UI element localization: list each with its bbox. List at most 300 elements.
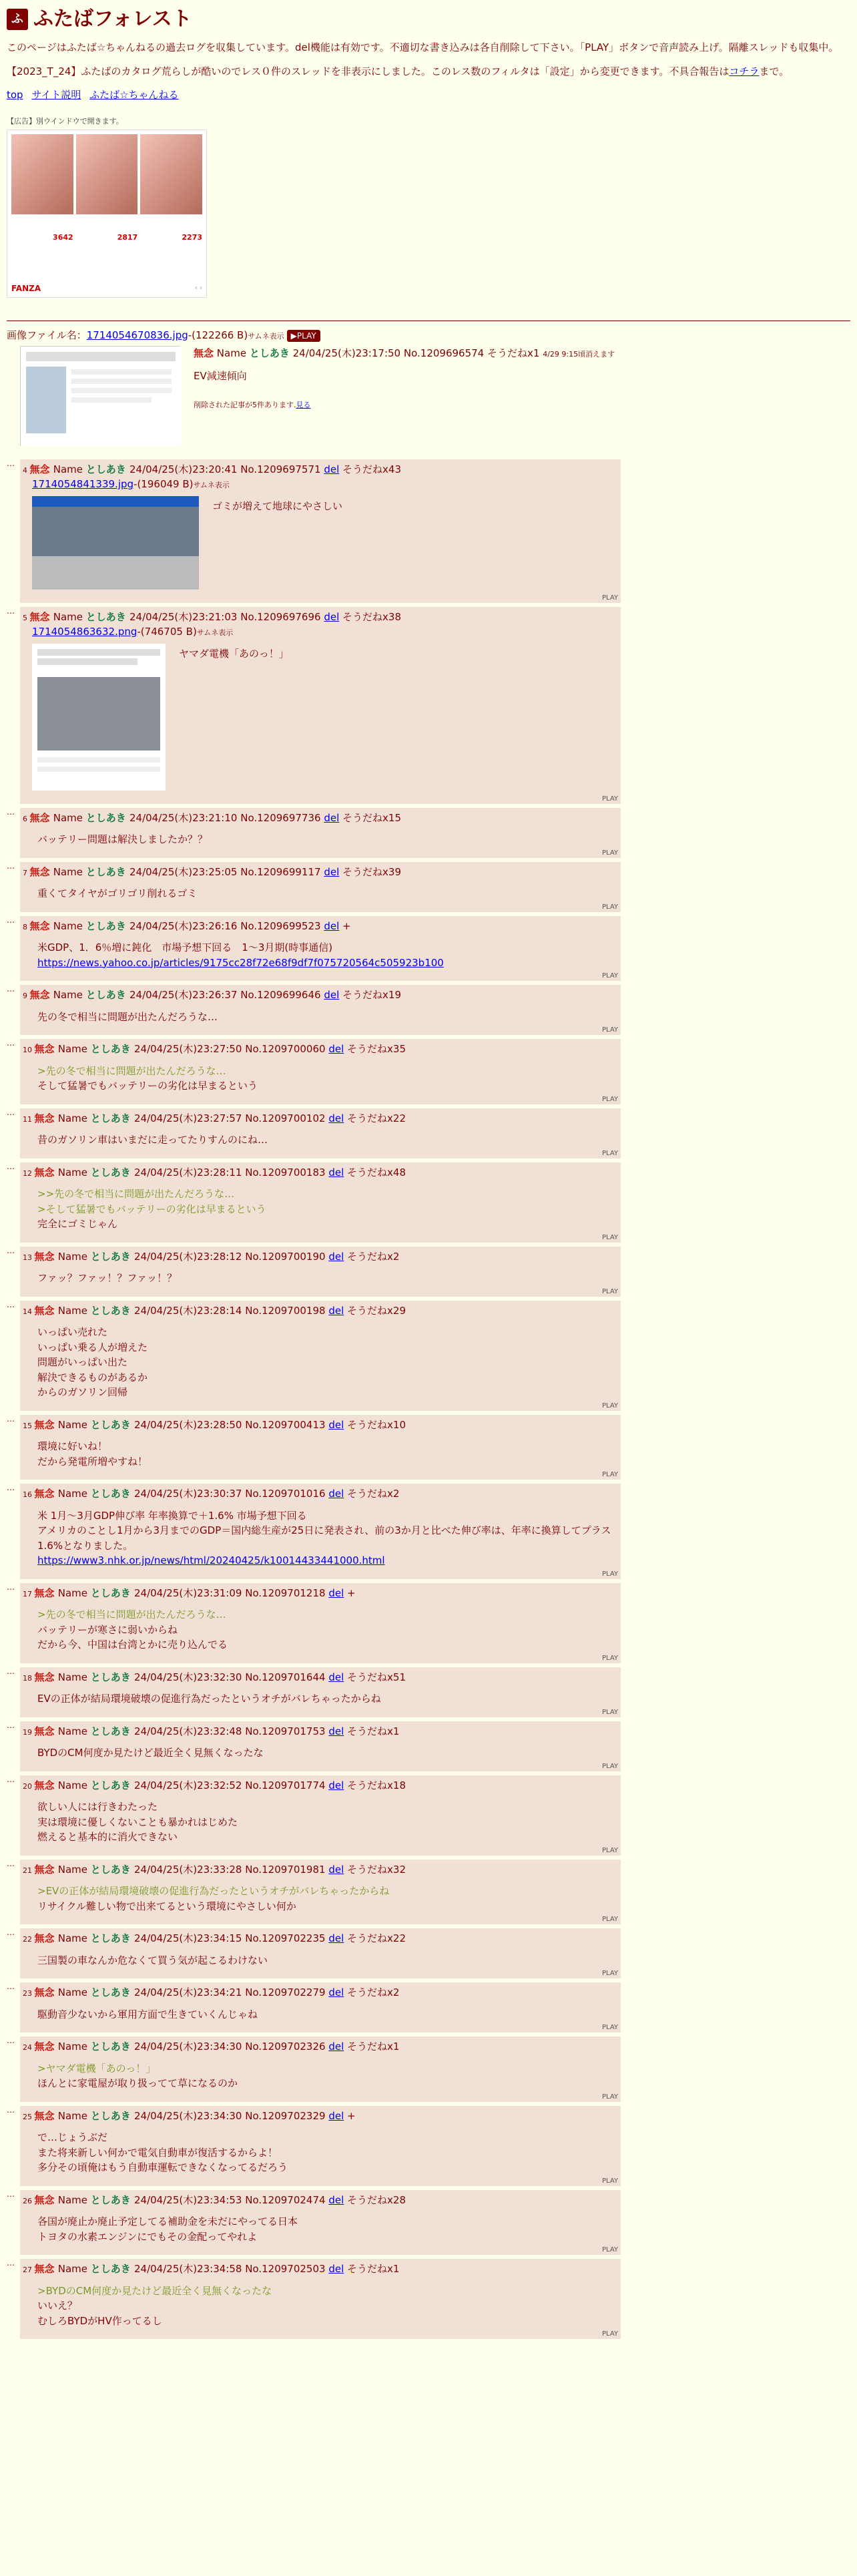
sodane-button[interactable]: そうだねx1	[344, 2041, 400, 2053]
reply-quote: >先の冬で相当に問題が出たんだろうな…	[37, 1064, 226, 1077]
reply-number[interactable]: No.1209699117	[240, 865, 324, 878]
reply	[7, 459, 850, 603]
sodane-button[interactable]: そうだねx39	[339, 865, 401, 878]
sodane-button[interactable]: +	[344, 2109, 356, 2122]
reply-play-button[interactable]: PLAY	[601, 1233, 618, 1241]
reply-header	[23, 1778, 615, 1793]
reply-body	[37, 1799, 615, 1845]
reply-date: 24/04/25(木)23:34:15	[134, 1932, 246, 1944]
op-number[interactable]: No.1209696574	[403, 347, 485, 359]
reply-name: としあき	[85, 919, 129, 932]
reply	[7, 1775, 850, 1856]
reply-url-link[interactable]: https://www3.nhk.or.jp/news/html/20240425/k10014433441000.html	[37, 1554, 385, 1566]
report-link[interactable]: コチラ	[729, 65, 760, 77]
reply-index: 7	[23, 868, 30, 877]
reply-play-button[interactable]: PLAY	[601, 1095, 618, 1103]
reply-file-size: -(196049 B)	[133, 478, 194, 490]
reply-dots: …	[7, 1666, 15, 1676]
reply-play-button[interactable]: PLAY	[601, 1570, 618, 1578]
reply	[7, 1301, 850, 1411]
reply	[7, 1247, 850, 1297]
nav-futaba-link[interactable]: ふたば☆ちゃんねる	[89, 89, 179, 101]
reply-box	[20, 1583, 621, 1663]
reply-dots: …	[7, 2036, 15, 2045]
ad-banner[interactable]	[7, 130, 207, 298]
reply-name: としあき	[90, 1725, 134, 1737]
reply-index: 24	[23, 2043, 35, 2052]
sodane-button[interactable]: そうだねx2	[344, 1986, 400, 1998]
reply-subject: 無念	[29, 865, 53, 878]
reply-box	[20, 1247, 621, 1297]
del-link[interactable]: del	[328, 1250, 344, 1263]
reply-line: 欲しい人には行きわたった	[37, 1801, 158, 1813]
reply-line: 先の冬で相当に問題が出たんだろうな…	[37, 1010, 218, 1023]
reply-header	[23, 1931, 615, 1946]
reply-quote: >EVの正体が結局環境破壊の促進行為だったというオチがバレちゃったからね	[37, 1885, 390, 1897]
reply-dots: …	[7, 984, 15, 994]
reply	[7, 1928, 850, 1978]
reply-subject: 無念	[34, 1166, 58, 1178]
reply-body	[37, 1745, 615, 1761]
reply-name-label: Name	[57, 1043, 91, 1055]
sodane-button[interactable]: そうだねx18	[344, 1779, 406, 1791]
sodane-button[interactable]: +	[344, 1586, 356, 1599]
del-link[interactable]: del	[328, 2193, 344, 2206]
reply-line: 解決できるものがあるか	[37, 1371, 148, 1383]
reply-play-button[interactable]: PLAY	[601, 1287, 618, 1295]
ad-item[interactable]	[76, 134, 138, 244]
reply-index: 20	[23, 1781, 35, 1791]
reply-line: むしろBYDがHV作ってるし	[37, 2314, 162, 2327]
reply-date: 24/04/25(木)23:28:50	[134, 1418, 246, 1431]
reply-number[interactable]: No.1209702326	[245, 2041, 329, 2053]
reply-subject: 無念	[34, 1250, 58, 1263]
reply-name-label: Name	[57, 1779, 91, 1791]
del-link[interactable]: del	[328, 2263, 344, 2275]
reply-number[interactable]: No.1209702235	[245, 1932, 329, 1944]
reply-number[interactable]: No.1209701753	[245, 1725, 329, 1737]
reply-play-button[interactable]: PLAY	[601, 1026, 618, 1034]
reply-line: バッテリーが寒さに弱いからね	[37, 1623, 178, 1636]
reply-line: ファッ？ファッ！？ファッ！？	[37, 1272, 178, 1284]
reply-dots: …	[7, 1245, 15, 1255]
del-link[interactable]: del	[324, 919, 340, 932]
reply-name-label: Name	[57, 2193, 91, 2206]
reply-index: 25	[23, 2112, 35, 2121]
reply-number[interactable]: No.1209697696	[240, 610, 324, 623]
reply-date: 24/04/25(木)23:25:05	[129, 865, 241, 878]
reply-dots: …	[7, 861, 15, 871]
reply	[7, 2036, 850, 2102]
ad-image[interactable]	[76, 134, 138, 214]
reply-line: 完全にゴミじゃん	[37, 1218, 118, 1230]
sodane-button[interactable]: そうだねx19	[339, 989, 401, 1001]
reply-dots: …	[7, 1299, 15, 1309]
reply-number[interactable]: No.1209700413	[245, 1418, 329, 1431]
op-post	[7, 328, 850, 451]
sodane-button[interactable]: そうだねx32	[344, 1863, 406, 1876]
reply-box	[20, 1484, 621, 1579]
reply-play-button[interactable]: PLAY	[601, 972, 618, 980]
reply	[7, 1860, 850, 1925]
del-link[interactable]: del	[328, 2041, 344, 2053]
reply-dots: …	[7, 1161, 15, 1171]
reply-name: としあき	[90, 1166, 134, 1178]
show-deleted-link[interactable]: 見る	[296, 400, 311, 409]
reply-name: としあき	[85, 610, 129, 623]
ad-caption[interactable]	[11, 216, 73, 232]
reply-index: 11	[23, 1114, 35, 1124]
reply-date: 24/04/25(木)23:21:03	[129, 610, 241, 623]
del-link[interactable]: del	[328, 1112, 344, 1124]
reply-index: 19	[23, 1727, 35, 1737]
sodane-button[interactable]: そうだねx2	[344, 1488, 400, 1500]
reply-play-button[interactable]: PLAY	[601, 795, 618, 803]
reply-box	[20, 1721, 621, 1771]
reply-play-button[interactable]: PLAY	[601, 1916, 618, 1923]
reply-box	[20, 1667, 621, 1717]
reply-index: 8	[23, 922, 30, 931]
reply-box	[20, 2259, 621, 2339]
reply-number[interactable]: No.1209697571	[240, 463, 324, 475]
reply-play-button[interactable]: PLAY	[601, 1846, 618, 1854]
reply-name: としあき	[90, 1863, 134, 1876]
reply-index: 5	[23, 613, 30, 622]
reply-play-button[interactable]: PLAY	[601, 1708, 618, 1716]
reply-number[interactable]: No.1209702503	[245, 2263, 329, 2275]
reply-number[interactable]: No.1209702329	[245, 2109, 329, 2122]
reply-date: 24/04/25(木)23:32:52	[134, 1779, 246, 1791]
reply-line: 駆動音少ないから軍用方面で生きていくんじゃね	[37, 2008, 258, 2020]
sodane-button[interactable]: そうだねx2	[344, 1250, 400, 1263]
reply	[7, 1415, 850, 1480]
reply-body	[37, 2130, 615, 2175]
reply-index: 27	[23, 2266, 35, 2274]
reply-thumbnail[interactable]	[32, 496, 199, 590]
reply-line: EVの正体が結局環境破壊の促進行為だったというオチがバレちゃったからね	[37, 1693, 381, 1705]
reply-name-label: Name	[57, 1304, 91, 1317]
reply-play-button[interactable]: PLAY	[601, 2093, 618, 2101]
reply-file-size: -(746705 B)	[137, 626, 197, 638]
del-link[interactable]: del	[328, 1418, 344, 1431]
reply-index: 6	[23, 814, 30, 823]
reply-number[interactable]: No.1209697736	[240, 811, 324, 824]
op-play-button[interactable]: ▶PLAY	[287, 330, 320, 342]
reply-line: 燃えると基本的に消火できない	[37, 1831, 178, 1843]
reply-file-link[interactable]: 1714054863632.png	[32, 626, 137, 638]
reply-dots: …	[7, 1038, 15, 1048]
site-header	[7, 4, 850, 34]
reply-dots: …	[7, 1107, 15, 1117]
del-link[interactable]: del	[324, 463, 340, 475]
reply-header	[23, 1249, 615, 1265]
reply-index: 4	[23, 465, 30, 475]
sodane-button[interactable]: そうだねx10	[344, 1418, 406, 1431]
op-name: としあき	[249, 347, 290, 359]
reply-play-button[interactable]: PLAY	[601, 1654, 618, 1662]
op-sodane-button[interactable]: そうだねx1	[487, 347, 540, 359]
reply-body	[37, 1691, 615, 1707]
reply-line: で…じょうぶだ	[37, 2131, 108, 2143]
reply-dots: …	[7, 1414, 15, 1424]
reply-subject: 無念	[34, 1863, 58, 1876]
reply-body	[212, 499, 342, 514]
reply-body	[37, 1325, 615, 1400]
reply-box	[20, 459, 621, 603]
reply-line: ほんとに家電屋が取り扱ってて草になるのか	[37, 2077, 238, 2089]
sodane-button[interactable]: そうだねx43	[339, 463, 401, 475]
reply-url-link[interactable]: https://news.yahoo.co.jp/articles/9175cc28f72e68f9df7f075720564c505923b100	[37, 956, 444, 969]
reply-header	[23, 2109, 615, 2124]
reply-number[interactable]: No.1209702279	[245, 1986, 329, 1998]
reply-list	[7, 459, 850, 2340]
reply-index: 10	[23, 1046, 35, 1054]
reply-name-label: Name	[57, 1586, 91, 1599]
op-file-size: -(122266 B)	[188, 329, 248, 341]
del-link[interactable]: del	[328, 1043, 344, 1055]
del-link[interactable]: del	[324, 610, 340, 623]
intro	[7, 39, 850, 79]
reply-name-label: Name	[53, 610, 86, 623]
op-play-label: PLAY	[296, 331, 316, 341]
reply-index: 9	[23, 992, 30, 1000]
reply-quote: >BYDのCM何度か見たけど最近全く見無くなったな	[37, 2284, 272, 2297]
op-thumbnail[interactable]	[20, 346, 180, 446]
reply-dots: …	[7, 458, 15, 468]
reply-subject: 無念	[29, 919, 53, 932]
reply-header	[23, 988, 615, 1003]
sodane-button[interactable]: そうだねx51	[344, 1671, 406, 1683]
reply-body	[37, 2284, 615, 2329]
reply-play-button[interactable]: PLAY	[601, 2246, 618, 2253]
ad-item[interactable]	[140, 134, 202, 244]
sodane-button[interactable]: +	[339, 919, 351, 932]
reply-play-button[interactable]: PLAY	[601, 1970, 618, 1977]
del-link[interactable]: del	[328, 1863, 344, 1876]
reply-box	[20, 1860, 621, 1925]
reply-name: としあき	[90, 1112, 134, 1124]
reply-number[interactable]: No.1209699523	[240, 919, 324, 932]
del-link[interactable]: del	[328, 1304, 344, 1317]
reply-index: 22	[23, 1935, 35, 1944]
reply-box	[20, 1415, 621, 1480]
reply-play-button[interactable]: PLAY	[601, 1149, 618, 1157]
reply-subject: 無念	[34, 1043, 58, 1055]
reply-dots: …	[7, 1720, 15, 1730]
reply-name: としあき	[90, 2041, 134, 2053]
op-subject: 無念	[194, 347, 214, 359]
reply-line: 重くてタイヤがゴリゴリ削れるゴミ	[37, 887, 198, 899]
reply-number[interactable]: No.1209701016	[245, 1488, 329, 1500]
del-link[interactable]: del	[328, 1932, 344, 1944]
sodane-button[interactable]: そうだねx15	[339, 811, 401, 824]
reply-subject: 無念	[34, 2193, 58, 2206]
news-article-image	[21, 347, 181, 447]
reply-number[interactable]: No.1209700198	[245, 1304, 329, 1317]
reply-date: 24/04/25(木)23:31:09	[134, 1586, 246, 1599]
reply-dots: …	[7, 1982, 15, 1991]
ad-image[interactable]	[11, 134, 73, 214]
reply-subject: 無念	[29, 811, 53, 824]
ad-caption[interactable]	[76, 216, 138, 232]
reply-name: としあき	[85, 989, 129, 1001]
reply-name-label: Name	[57, 1250, 91, 1263]
ad-arrows-icon[interactable]: ‹ ›	[194, 284, 202, 292]
reply-dots: …	[7, 1774, 15, 1784]
ad-item[interactable]	[11, 134, 73, 244]
reply-subject: 無念	[29, 463, 53, 475]
del-link[interactable]: del	[328, 1725, 344, 1737]
site-logo-icon: ふ	[7, 9, 28, 30]
reply-date: 24/04/25(木)23:33:28	[134, 1863, 246, 1876]
reply-name-label: Name	[57, 1418, 91, 1431]
reply-number[interactable]: No.1209700183	[245, 1166, 329, 1178]
reply-subject: 無念	[34, 1112, 58, 1124]
del-link[interactable]: del	[328, 2109, 344, 2122]
reply-play-button[interactable]: PLAY	[601, 2177, 618, 2185]
sodane-button[interactable]: そうだねx1	[344, 2263, 400, 2275]
reply-name: としあき	[90, 1779, 134, 1791]
reply	[7, 808, 850, 858]
reply	[7, 916, 850, 982]
del-link[interactable]: del	[324, 865, 340, 878]
reply-line: だから今、中国は台湾とかに売り込んでる	[37, 1639, 228, 1651]
ad-caption[interactable]	[140, 216, 202, 232]
reply-play-button[interactable]: PLAY	[601, 2330, 618, 2338]
reply-name: としあき	[85, 811, 129, 824]
reply-body	[37, 2007, 615, 2022]
reply-name: としあき	[90, 1418, 134, 1431]
reply-play-button[interactable]: PLAY	[601, 903, 618, 911]
nav-about-link[interactable]: サイト説明	[31, 89, 81, 101]
reply-date: 24/04/25(木)23:30:37	[134, 1488, 246, 1500]
reply-line: そして猛暑でもバッテリーの劣化は早まるという	[37, 1080, 258, 1092]
nav-top-link[interactable]: top	[7, 89, 23, 101]
del-link[interactable]: del	[328, 1586, 344, 1599]
reply-play-button[interactable]: PLAY	[601, 1402, 618, 1410]
reply-header	[23, 1418, 615, 1433]
reply-quote: >先の冬で相当に問題が出たんだろうな…	[37, 1608, 226, 1621]
reply	[7, 1162, 850, 1243]
reply-play-button[interactable]: PLAY	[601, 1471, 618, 1478]
reply-line: だから発電所増やすね！	[37, 1455, 148, 1468]
reply-name: としあき	[90, 1250, 134, 1263]
sodane-button[interactable]: そうだねx28	[344, 2193, 406, 2206]
reply-number[interactable]: No.1209701218	[245, 1586, 329, 1599]
reply-name: としあき	[90, 1304, 134, 1317]
reply-name: としあき	[90, 1671, 134, 1683]
ad-image[interactable]	[140, 134, 202, 214]
reply-number[interactable]: No.1209702474	[245, 2193, 329, 2206]
reply	[7, 1982, 850, 2032]
reply-name: としあき	[90, 2263, 134, 2275]
reply-box	[20, 2036, 621, 2102]
reply	[7, 1667, 850, 1717]
reply-line: 問題がいっぱい出た	[37, 1356, 128, 1368]
reply-line: リサイクル難しい物で出来てるという環境にやさしい何か	[37, 1900, 296, 1912]
del-link[interactable]: del	[328, 1779, 344, 1791]
reply-header	[23, 1985, 615, 2000]
reply-index: 13	[23, 1253, 35, 1262]
op-expire: 4/29 9:15頃消えます	[543, 349, 615, 359]
del-link[interactable]: del	[328, 1671, 344, 1683]
reply-number[interactable]: No.1209700102	[245, 1112, 329, 1124]
del-link[interactable]: del	[328, 1166, 344, 1178]
reply-line: トヨタの水素エンジンにでもその金配ってやれよ	[37, 2230, 258, 2243]
reply-thumb-label: サムネ表示	[196, 628, 234, 637]
reply-play-button[interactable]: PLAY	[601, 2024, 618, 2031]
del-link[interactable]: del	[328, 1488, 344, 1500]
sodane-button[interactable]: そうだねx35	[344, 1043, 406, 1055]
reply-thumbnail[interactable]	[32, 644, 166, 791]
reply-header	[23, 1111, 615, 1126]
reply-number[interactable]: No.1209701981	[245, 1863, 329, 1876]
del-link[interactable]: del	[324, 989, 340, 1001]
reply-line: 米 1月～3月GDP伸び率 年率換算で＋1.6% 市場予想下回る	[37, 1509, 307, 1522]
reply-body	[37, 2061, 615, 2091]
sodane-button[interactable]: そうだねx38	[339, 610, 401, 623]
reply	[7, 1108, 850, 1158]
reply-name: としあき	[85, 865, 129, 878]
sodane-button[interactable]: そうだねx22	[344, 1112, 406, 1124]
del-link[interactable]: del	[328, 1986, 344, 1998]
reply-number[interactable]: No.1209701774	[245, 1779, 329, 1791]
reply-subject: 無念	[34, 1932, 58, 1944]
reply-play-button[interactable]: PLAY	[601, 1762, 618, 1770]
reply-number[interactable]: No.1209700060	[245, 1043, 329, 1055]
reply-thumb-label: サムネ表示	[193, 481, 230, 489]
reply-header	[23, 2193, 615, 2208]
reply-number[interactable]: No.1209699646	[240, 989, 324, 1001]
reply-date: 24/04/25(木)23:28:12	[134, 1250, 246, 1263]
sodane-button[interactable]: そうだねx29	[344, 1304, 406, 1317]
reply-body	[37, 1010, 615, 1025]
reply-header	[23, 1862, 615, 1878]
reply-image-row	[23, 640, 615, 793]
reply-date: 24/04/25(木)23:27:50	[134, 1043, 246, 1055]
reply-body	[37, 1953, 615, 1968]
reply-line: ゴミが増えて地球にやさしい	[212, 499, 343, 512]
sodane-button[interactable]: そうだねx22	[344, 1932, 406, 1944]
reply-line: アメリカのことし1月から3月までのGDP＝国内総生産が25日に発表され、前の3か月と比べた伸び率は、年率に換算してプラス1.6%となりました。	[37, 1524, 611, 1552]
op-file-link[interactable]: 1714054670836.jpg	[86, 329, 188, 341]
sodane-button[interactable]: そうだねx48	[344, 1166, 406, 1178]
reply-play-button[interactable]: PLAY	[601, 849, 618, 857]
reply-number[interactable]: No.1209700190	[245, 1250, 329, 1263]
reply-box	[20, 607, 621, 804]
reply-date: 24/04/25(木)23:20:41	[129, 463, 241, 475]
reply-body	[37, 1064, 615, 1094]
sodane-button[interactable]: そうだねx1	[344, 1725, 400, 1737]
reply-name: としあき	[90, 1932, 134, 1944]
reply-file-link[interactable]: 1714054841339.jpg	[32, 478, 134, 490]
reply-subject: 無念	[34, 1779, 58, 1791]
reply-play-button[interactable]: PLAY	[601, 594, 618, 602]
reply-header	[23, 1670, 615, 1685]
reply-name-label: Name	[53, 919, 86, 932]
intro-text-1: このページはふたば☆ちゃんねるの過去ログを収集しています。del機能は有効です。不適切な書き込みは各自削除して下さい。「PLAY」ボタンで音声読み上げ。隔離スレッドも収集中。	[7, 41, 839, 53]
reply-line: いっぱい売れた	[37, 1326, 108, 1338]
reply-body	[37, 1607, 615, 1653]
reply-subject: 無念	[34, 1725, 58, 1737]
nav-links	[7, 87, 850, 103]
reply-number[interactable]: No.1209701644	[245, 1671, 329, 1683]
reply-dots: …	[7, 1858, 15, 1868]
reply-header	[23, 462, 615, 477]
reply-box	[20, 985, 621, 1035]
reply-header	[23, 1486, 615, 1502]
del-link[interactable]: del	[324, 811, 340, 824]
